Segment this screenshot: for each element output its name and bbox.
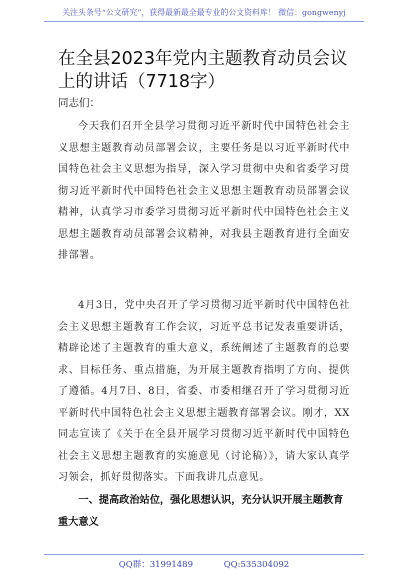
footer-qq: QQ:535304092	[223, 560, 290, 570]
footer-divider	[44, 554, 364, 555]
document-title: 在全县2023年党内主题教育动员会议上的讲话（7718字）	[58, 49, 348, 92]
paragraph-1: 今天我们召开全县学习贯彻习近平新时代中国特色社会主义思想主题教育动员部署会议，主要任务是以习近平新时代中国特色社会主义思想为指导，深入学习贯彻中央和省委学习贯彻习近平新时代中国特色社会主义思想主题教育动员部署会议精神，认真学习市委学习贯彻习近平新时代中国特色社会主义思想主题教育动员部署会议精神，对我县主题教育进行全面安排部署。	[58, 121, 350, 261]
paragraph-2: 4月3日，党中央召开了学习贯彻习近平新时代中国特色社会主义思想主题教育工作会议，习近平总书记发表重要讲话，精辟论述了主题教育的重大意义，系统阐述了主题教育的总要求、目标任务、重点措施，为开展主题教育指明了方向、提供了遵循。4月7日、8日，省委、市委相继召开了学习贯彻习近平新时代中国特色社会主义思想主题教育部署会议。刚才，XX同志宣读了《关于在全县开展学习贯彻习近平新时代中国特色社会主义思想主题教育的实施意见（讨论稿）》，请大家认真学习领会，抓好贯彻落实。下面我讲几点意见。	[58, 300, 350, 483]
footer	[0, 558, 408, 570]
greeting: 同志们：	[58, 97, 100, 109]
header-banner	[0, 0, 408, 26]
header-divider	[44, 21, 364, 22]
section-heading: 一、提高政治站位，强化思想认识，充分认识开展主题教育重大意义	[58, 495, 344, 528]
footer-qq-group: QQ群：31991489	[118, 560, 193, 570]
header-banner-text: 关注头条号“公文研究”，获得最新最全最专业的公文资料库！ 微信：gongwenyj	[62, 8, 346, 17]
